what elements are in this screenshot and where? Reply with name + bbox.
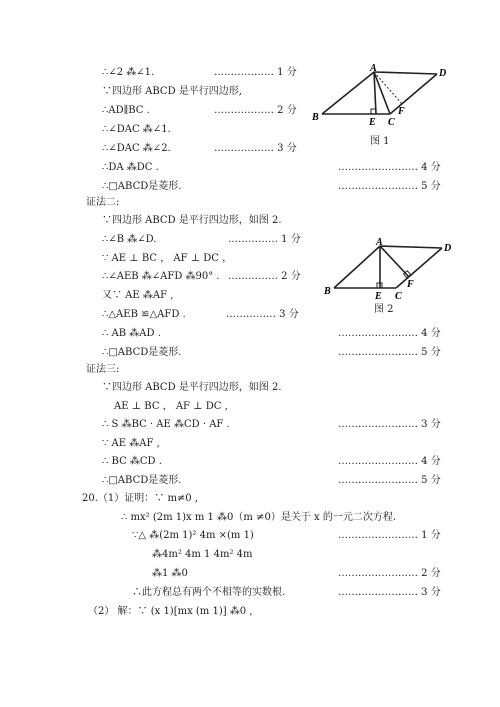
proof2-line-5: 又∵ AE ⁂AF , <box>102 290 174 301</box>
proof3-score-1: …………………… 3 分 <box>338 419 441 430</box>
q20-score-2: …………………… 2 分 <box>338 568 441 579</box>
proof2-line-8: ∴□ABCD是菱形. <box>102 347 182 358</box>
proof2-score-1: …………… 1 分 <box>228 234 301 245</box>
fig1-label-b: B <box>312 112 319 123</box>
proof2-score-5: …………………… 5 分 <box>338 347 441 358</box>
proof1-score-1: ……………… 1 分 <box>214 67 297 78</box>
proof2-title: 证法二: <box>86 197 120 208</box>
fig1-label-d: D <box>439 68 447 79</box>
proof3-score-3: …………………… 5 分 <box>338 475 441 486</box>
proof1-line-4: ∴∠DAC ⁂∠1. <box>102 124 171 135</box>
proof3-line-6: ∴□ABCD是菱形. <box>102 475 182 486</box>
proof2-score-2: …………… 2 分 <box>228 271 301 282</box>
proof3-score-2: …………………… 4 分 <box>338 456 441 467</box>
q20-score-3: …………………… 3 分 <box>338 587 441 598</box>
proof2-line-7: ∴ AB ⁂AD . <box>102 328 161 339</box>
proof3-title: 证法三: <box>86 364 120 375</box>
fig1-label-e: E <box>369 117 376 128</box>
proof1-score-3: ……………… 3 分 <box>214 143 297 154</box>
proof2-line-3: ∵ AE ⊥ BC ， AF ⊥ DC ， <box>102 253 233 264</box>
proof1-line-3: ∴AD∥BC . <box>102 105 150 116</box>
proof1-line-6: ∴DA ⁂DC . <box>102 162 159 173</box>
proof2-score-4: …………………… 4 分 <box>338 328 441 339</box>
q20-line-5: ∴此方程总有两个不相等的实数根. <box>132 587 286 598</box>
proof2-score-3: …………… 3 分 <box>226 309 299 320</box>
q20-line-2: ∵△ ⁂(2m 1)² 4m ×(m 1) <box>132 530 254 541</box>
proof3-line-5: ∴ BC ⁂CD . <box>102 456 162 467</box>
proof3-line-3: ∴ S ⁂BC · AE ⁂CD · AF . <box>102 419 230 430</box>
q20-part2: （2） 解：∵ (x 1)[mx (m 1)] ⁂0 , <box>88 606 253 617</box>
proof2-line-2: ∴∠B ⁂∠D. <box>102 234 157 245</box>
proof2-line-6: ∴△AEB ≌△AFD . <box>102 309 186 320</box>
proof3-line-4: ∵ AE ⁂AF , <box>102 438 160 449</box>
fig1-label-a: A <box>370 63 377 74</box>
proof1-line-7: ∴□ABCD是菱形. <box>102 181 182 192</box>
q20-line-1: ∴ mx² (2m 1)x m 1 ⁂0（m ≠0）是关于 x 的一元二次方程. <box>121 512 396 523</box>
proof1-line-2: ∵四边形 ABCD 是平行四边形, <box>102 86 242 97</box>
fig1-label-c: C <box>388 117 395 128</box>
fig2-label-f: F <box>407 279 414 290</box>
proof3-line-1: ∵四边形 ABCD 是平行四边形，如图 2. <box>102 382 282 393</box>
fig1-label-f: F <box>398 106 405 117</box>
proof2-line-4: ∴∠AEB ⁂∠AFD ⁂90° . <box>102 271 220 282</box>
proof1-line-1: ∴∠2 ⁂∠1. <box>102 67 155 78</box>
figure-1 <box>312 62 454 140</box>
fig2-label-b: B <box>324 286 331 297</box>
q20-line-4: ⁂1 ⁂0 <box>152 568 188 579</box>
q20-line-3: ⁂4m² 4m 1 4m² 4m <box>152 549 253 560</box>
proof1-line-5: ∴∠DAC ⁂∠2. <box>102 143 171 154</box>
fig1-caption: 图 1 <box>370 136 390 147</box>
proof2-line-1: ∵四边形 ABCD 是平行四边形，如图 2. <box>102 215 282 226</box>
proof1-score-5: …………………… 5 分 <box>338 181 441 192</box>
fig2-label-c: C <box>395 291 402 302</box>
q20-score-1: …………………… 1 分 <box>338 530 441 541</box>
fig2-caption: 图 2 <box>374 304 394 315</box>
fig2-label-d: D <box>444 243 452 254</box>
figure-2 <box>322 238 460 308</box>
fig2-label-a: A <box>376 238 383 248</box>
proof1-score-2: ……………… 2 分 <box>214 105 297 116</box>
proof3-line-2: AE ⊥ BC ， AF ⊥ DC , <box>114 401 228 412</box>
fig2-label-e: E <box>375 291 382 302</box>
proof1-score-4: …………………… 4 分 <box>338 162 441 173</box>
q20-head: 20.（1）证明：∵ m≠0 , <box>82 493 199 504</box>
